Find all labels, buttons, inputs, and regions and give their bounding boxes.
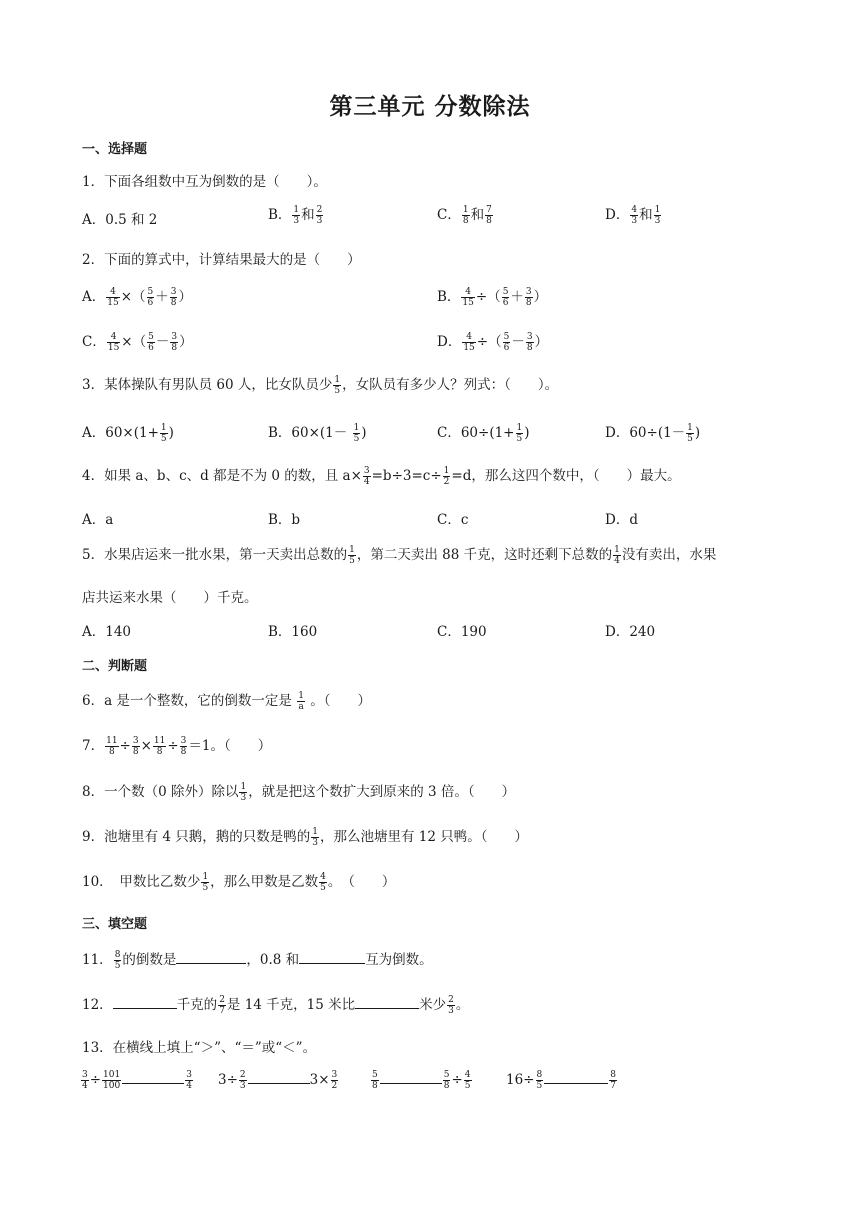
fraction-denominator: 4 (614, 556, 620, 566)
fraction-numerator: 1 (687, 423, 693, 433)
fraction (526, 332, 534, 353)
fraction (102, 1070, 121, 1091)
fraction (443, 466, 451, 487)
fraction-denominator: 8 (108, 747, 115, 757)
fraction-numerator: 1 (462, 205, 469, 215)
fraction-numerator: 5 (502, 287, 509, 297)
fraction-denominator: 8 (526, 343, 533, 353)
question-9 (82, 825, 528, 848)
question-4-stem (82, 464, 681, 487)
fraction (461, 287, 474, 308)
text-segment: 8．一个数（0 除外）除以 (82, 784, 239, 800)
text-segment: ，那么甲数是乙数 (210, 874, 319, 890)
question-8 (82, 780, 515, 803)
text-segment: A．60×(1+ (82, 425, 159, 441)
text-segment: ） (179, 334, 193, 350)
text-segment: D．60÷(1－ (605, 425, 686, 441)
q5-option-d: D．240 (605, 624, 656, 640)
text-segment: 千克的 (176, 997, 218, 1013)
text-segment: 的倒数是 (122, 952, 177, 968)
fraction-numerator: 4 (106, 287, 119, 298)
fraction-denominator: 4 (82, 1081, 88, 1091)
q2-option-a (82, 285, 192, 308)
q1-option-b (268, 203, 324, 226)
q13-expr-2 (218, 1070, 339, 1091)
fraction-numerator: 4 (464, 1070, 471, 1080)
fraction-numerator: 2 (219, 995, 225, 1005)
fraction-denominator: 15 (107, 298, 119, 308)
text-segment: 米少 (419, 997, 447, 1013)
fraction (316, 205, 324, 226)
text-segment: 和 (639, 207, 653, 223)
question-7 (82, 734, 271, 757)
fraction (180, 736, 188, 757)
section-choice-heading: 一、选择题 (82, 142, 148, 157)
text-segment: － (511, 334, 525, 350)
fraction-denominator: 8 (486, 216, 492, 226)
fraction-numerator: 3 (132, 736, 139, 746)
text-segment: 和 (470, 207, 485, 223)
fraction-numerator: 4 (631, 205, 638, 215)
answer-blank[interactable] (113, 1008, 177, 1009)
text-segment: ，那么池塘里有 12 只鸭。（ ） (320, 829, 529, 845)
question-5-stem-cont: 店共运来水果（ ）千克。 (82, 590, 258, 606)
fraction (331, 1070, 339, 1091)
q3-option-a (82, 421, 174, 444)
fraction (464, 1070, 472, 1091)
fraction (503, 332, 511, 353)
fraction-denominator: 8 (156, 747, 163, 757)
text-segment: 。 (455, 997, 470, 1013)
fraction (485, 205, 493, 226)
fraction-denominator: 6 (502, 298, 509, 308)
text-segment: ÷ (451, 1072, 463, 1088)
fraction (348, 545, 356, 566)
fraction-denominator: 8 (443, 1081, 450, 1091)
text-segment: ÷ (119, 738, 131, 754)
fraction-numerator: 3 (525, 287, 532, 297)
text-segment: ，女队员有多少人？列式：（ ）。 (342, 377, 559, 393)
question-3-stem (82, 373, 558, 396)
question-11 (82, 948, 433, 971)
text-segment: 12． (82, 997, 113, 1013)
question-2-stem: 2．下面的算式中，计算结果最大的是（ ） (82, 252, 361, 268)
fraction-denominator: 3 (631, 216, 638, 226)
text-segment: × (140, 738, 152, 754)
text-segment: C． (437, 207, 461, 223)
fraction (630, 205, 638, 226)
text-segment: B． (437, 289, 461, 305)
text-segment: ÷（ (476, 334, 502, 350)
section-fill-heading: 三、填空题 (82, 917, 148, 932)
q5-option-a: A．140 (82, 624, 132, 640)
text-segment: ＋ (510, 289, 524, 305)
fraction (609, 1070, 617, 1091)
q4-option-d: D．d (605, 512, 638, 528)
text-segment: 。 （ ） (327, 874, 396, 890)
text-segment: ） (178, 289, 192, 305)
question-6 (82, 689, 371, 712)
text-segment: 9．池塘里有 4 只鹅，鹅的只数是鸭的 (82, 829, 311, 845)
q4-option-c: C．c (437, 512, 469, 528)
q4-option-b: B．b (268, 512, 301, 528)
text-segment: ÷ (89, 1072, 102, 1088)
fraction-denominator: 5 (349, 556, 355, 566)
fraction-denominator: 5 (516, 434, 523, 444)
fraction (170, 332, 178, 353)
text-segment: ) (694, 425, 701, 441)
fraction-numerator: 3 (363, 466, 370, 476)
fraction-numerator: 4 (107, 332, 120, 343)
q1-option-d (605, 203, 662, 226)
fraction-denominator: 3 (316, 216, 323, 226)
fraction (502, 287, 510, 308)
text-segment: 16÷ (506, 1072, 535, 1088)
fraction (686, 423, 694, 444)
fraction-numerator: 1 (614, 545, 620, 555)
fraction-denominator: 2 (443, 477, 450, 487)
fraction-denominator: 100 (103, 1081, 121, 1091)
answer-blank[interactable] (544, 1083, 608, 1084)
q13-expr-3 (370, 1070, 473, 1091)
fraction-numerator: 101 (103, 1070, 121, 1080)
fraction-numerator: 4 (461, 287, 474, 298)
fraction (525, 287, 533, 308)
fraction (201, 872, 209, 893)
text-segment: 。（ ） (305, 693, 372, 709)
fraction-denominator: 15 (462, 298, 474, 308)
question-1-stem: 1．下面各组数中互为倒数的是（ ）。 (82, 174, 327, 190)
text-segment: C． (82, 334, 106, 350)
text-segment: ，0.8 和 (246, 952, 300, 968)
fraction-denominator: 6 (503, 343, 510, 353)
fraction-numerator: 3 (82, 1070, 88, 1080)
fraction (239, 1070, 247, 1091)
fraction-denominator: 8 (462, 216, 469, 226)
fraction (147, 332, 155, 353)
answer-blank[interactable] (248, 1083, 310, 1084)
text-segment: 10． 甲数比乙数少 (82, 874, 201, 890)
text-segment: 7． (82, 738, 105, 754)
fraction-denominator: 8 (171, 343, 178, 353)
fraction-numerator: 1 (353, 423, 360, 433)
fraction (353, 423, 361, 444)
fraction-denominator: 8 (525, 298, 532, 308)
text-segment: B． (268, 207, 292, 223)
question-10 (82, 870, 395, 893)
fraction-denominator: 8 (132, 747, 139, 757)
fraction (147, 287, 155, 308)
fraction (239, 782, 247, 803)
fraction (153, 736, 166, 757)
fraction-numerator: 1 (293, 205, 300, 215)
fraction-numerator: 4 (462, 332, 475, 343)
section-judge-heading: 二、判断题 (82, 659, 148, 674)
q2-option-b (437, 285, 547, 308)
fraction-numerator: 11 (106, 736, 118, 746)
fraction-denominator: 5 (687, 434, 693, 444)
q13-expr-1 (80, 1070, 194, 1091)
fraction-denominator: 2 (331, 1081, 338, 1091)
text-segment: 3× (309, 1072, 330, 1088)
fraction-numerator: 2 (316, 205, 323, 215)
fraction-denominator: 5 (320, 883, 326, 893)
text-segment: ＝1。（ ） (188, 738, 272, 754)
fraction (311, 827, 319, 848)
fraction-denominator: 5 (202, 883, 209, 893)
fraction-numerator: 5 (148, 332, 154, 342)
fraction-denominator: 6 (147, 298, 154, 308)
text-segment: =d，那么这四个数中，（ ）最大。 (451, 468, 681, 484)
q2-option-c (82, 330, 193, 353)
fraction-denominator: 6 (148, 343, 154, 353)
text-segment: 11． (82, 952, 113, 968)
text-segment: 互为倒数。 (365, 952, 433, 968)
text-segment: 4．如果 a、b、c、d 都是不为 0 的数，且 a× (82, 468, 362, 484)
text-segment: ÷（ (475, 289, 501, 305)
fraction (462, 205, 470, 226)
text-segment: － (155, 334, 170, 350)
fraction-denominator: 4 (186, 1081, 192, 1091)
fraction (132, 736, 140, 757)
q3-option-d (605, 421, 700, 444)
text-segment: ） (534, 334, 549, 350)
fraction-denominator: 3 (293, 216, 300, 226)
question-5-stem (82, 543, 716, 566)
answer-blank[interactable] (380, 1083, 442, 1084)
text-segment: A． (82, 289, 106, 305)
text-segment: ) (361, 425, 367, 441)
fraction-denominator: 8 (180, 747, 187, 757)
fraction-numerator: 3 (331, 1070, 338, 1080)
text-segment: ×（ (120, 289, 146, 305)
text-segment: 3÷ (218, 1072, 238, 1088)
fraction (516, 423, 524, 444)
fraction-numerator: 2 (448, 995, 454, 1005)
fraction-denominator: 5 (160, 434, 167, 444)
fraction-numerator: 1 (202, 872, 209, 882)
question-13-stem: 13．在横线上填上“＞”、“＝”或“＜”。 (82, 1040, 317, 1056)
text-segment: B．60×(1－ (268, 425, 352, 441)
fraction-denominator: 5 (114, 961, 121, 971)
fraction (185, 1070, 193, 1091)
fraction-denominator: 15 (107, 343, 120, 353)
fraction-denominator: a (298, 702, 304, 712)
fraction-numerator: 1 (349, 545, 355, 555)
fraction (106, 287, 119, 308)
fraction-denominator: 5 (464, 1081, 471, 1091)
fraction-numerator: 1 (516, 423, 523, 433)
fraction-numerator: 1 (654, 205, 661, 215)
fraction (447, 995, 455, 1016)
q1-option-a: A．0.5 和 2 (82, 212, 158, 228)
fraction (218, 995, 226, 1016)
text-segment: C．60÷(1+ (437, 425, 515, 441)
fraction-denominator: 7 (610, 1081, 616, 1091)
fraction-numerator: 8 (114, 950, 121, 960)
text-segment: ，就是把这个数扩大到原来的 3 倍。（ ） (248, 784, 516, 800)
text-segment: ×（ (121, 334, 147, 350)
fraction-numerator: 5 (147, 287, 154, 297)
text-segment: ) (524, 425, 530, 441)
q2-option-d (437, 330, 548, 353)
fraction-numerator: 8 (610, 1070, 616, 1080)
fraction-numerator: 4 (320, 872, 326, 882)
fraction-denominator: 8 (372, 1081, 378, 1091)
fraction-numerator: 1 (334, 375, 341, 385)
fraction (443, 1070, 451, 1091)
fraction-numerator: 7 (486, 205, 492, 215)
fraction (107, 332, 120, 353)
text-segment: 5．水果店运来一批水果，第一天卖出总数的 (82, 547, 348, 563)
fraction-denominator: 5 (334, 386, 341, 396)
fraction-numerator: 2 (239, 1070, 246, 1080)
fraction (319, 872, 327, 893)
fraction-numerator: 3 (526, 332, 533, 342)
fraction (333, 375, 341, 396)
question-12 (82, 993, 469, 1016)
fraction-numerator: 1 (312, 827, 318, 837)
text-segment: 和 (301, 207, 315, 223)
text-segment: 没有卖出，水果 (621, 547, 717, 563)
answer-blank[interactable] (299, 963, 365, 964)
text-segment: D． (437, 334, 462, 350)
fraction-numerator: 3 (186, 1070, 192, 1080)
text-segment: 3．某体操队有男队员 60 人，比女队员少 (82, 377, 333, 393)
fraction (371, 1070, 379, 1091)
page-title: 第三单元 分数除法 (329, 94, 531, 120)
fraction-denominator: 15 (463, 343, 475, 353)
text-segment: =b÷3=c÷ (371, 468, 442, 484)
fraction (81, 1070, 89, 1091)
text-segment: ÷ (167, 738, 179, 754)
fraction (170, 287, 178, 308)
fraction-numerator: 1 (298, 691, 304, 701)
fraction-numerator: 3 (170, 287, 177, 297)
text-segment: ） (533, 289, 548, 305)
q4-option-a: A．a (82, 512, 114, 528)
text-segment: D． (605, 207, 630, 223)
answer-blank[interactable] (176, 963, 246, 964)
q3-option-c (437, 421, 530, 444)
fraction (654, 205, 662, 226)
fraction-numerator: 5 (503, 332, 510, 342)
fraction (292, 205, 300, 226)
fraction-numerator: 1 (160, 423, 167, 433)
fraction (363, 466, 371, 487)
fraction-numerator: 1 (240, 782, 247, 792)
fraction (105, 736, 118, 757)
fraction-denominator: 5 (353, 434, 360, 444)
answer-blank[interactable] (122, 1083, 184, 1084)
text-segment: ＋ (155, 289, 169, 305)
fraction-denominator: 3 (312, 838, 318, 848)
text-segment: ) (168, 425, 174, 441)
text-segment: ，第二天卖出 88 千克，这时还剩下总数的 (356, 547, 613, 563)
fraction-denominator: 4 (363, 477, 370, 487)
fraction-numerator: 3 (171, 332, 178, 342)
q5-option-c: C．190 (437, 624, 487, 640)
q13-expr-4 (506, 1070, 618, 1091)
fraction (160, 423, 168, 444)
q1-option-c (437, 203, 494, 226)
fraction-numerator: 11 (153, 736, 166, 746)
fraction-denominator: 8 (170, 298, 177, 308)
fraction-numerator: 8 (536, 1070, 543, 1080)
fraction-numerator: 3 (180, 736, 187, 746)
fraction-denominator: 3 (240, 793, 247, 803)
answer-blank[interactable] (355, 1008, 419, 1009)
fraction-denominator: 3 (654, 216, 661, 226)
q3-option-b (268, 421, 367, 444)
fraction (462, 332, 475, 353)
fraction (536, 1070, 544, 1091)
fraction (297, 691, 305, 712)
fraction-denominator: 5 (536, 1081, 543, 1091)
fraction-numerator: 5 (372, 1070, 378, 1080)
fraction-denominator: 3 (448, 1006, 454, 1016)
fraction (613, 545, 621, 566)
text-segment: 是 14 千克，15 米比 (226, 997, 356, 1013)
fraction-numerator: 1 (443, 466, 450, 476)
q5-option-b: B．160 (268, 624, 318, 640)
fraction-denominator: 3 (239, 1081, 246, 1091)
text-segment: 6．a 是一个整数，它的倒数一定是 (82, 693, 297, 709)
fraction-denominator: 7 (219, 1006, 225, 1016)
fraction-numerator: 5 (443, 1070, 450, 1080)
fraction (114, 950, 122, 971)
